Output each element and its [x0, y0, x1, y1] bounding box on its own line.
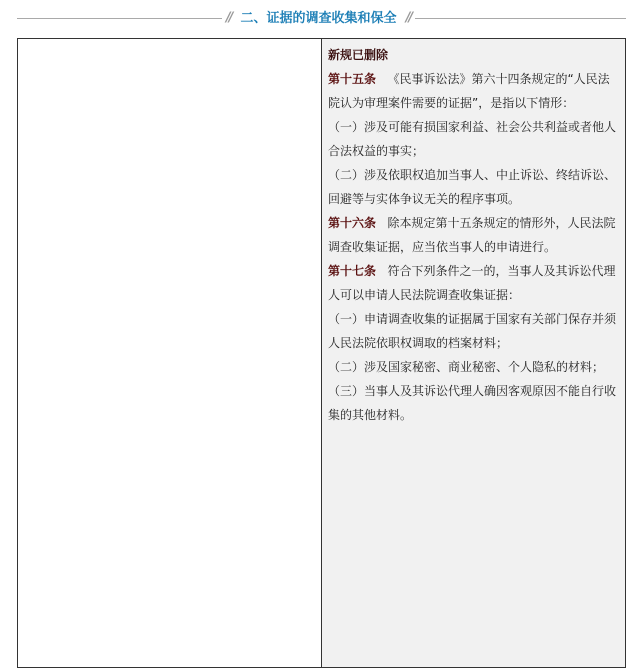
clause-paragraph — [328, 379, 620, 427]
clause-text: （一）涉及可能有损国家利益、社会公共利益或者他人合法权益的事实； — [328, 120, 617, 158]
clause-text: （一）申请调查收集的证据属于国家有关部门保存并须人民法院依职权调取的档案材料； — [328, 312, 617, 350]
section-title: 二、证据的调查收集和保全 — [240, 10, 397, 26]
clause-paragraph — [328, 115, 620, 163]
slash-decoration-right: // — [405, 10, 412, 26]
clause-paragraph — [328, 355, 620, 379]
comparison-table — [17, 38, 626, 668]
clause-text: （三）当事人及其诉讼代理人确因客观原因不能自行收集的其他材料。 — [328, 384, 617, 422]
clause-paragraph — [328, 307, 620, 355]
article-number: 第十七条 — [328, 264, 377, 278]
article-text: 除本规定第十五条规定的情形外，人民法院调查收集证据，应当依当事人的申请进行。 — [328, 216, 616, 254]
old-text-cell — [18, 39, 322, 667]
article-text: 符合下列条件之一的，当事人及其诉讼代理人可以申请人民法院调查收集证据： — [328, 264, 616, 302]
slash-decoration-left: // — [225, 10, 232, 26]
clause-paragraph — [328, 163, 620, 211]
deleted-status: 新规已删除 — [328, 48, 389, 62]
article-paragraph — [328, 67, 620, 115]
clause-text: （二）涉及依职权追加当事人、中止诉讼、终结诉讼、回避等与实体争议无关的程序事项。 — [328, 168, 617, 206]
article-text: 《民事诉讼法》第六十四条规定的“人民法院认为审理案件需要的证据”，是指以下情形： — [328, 72, 610, 110]
article-paragraph — [328, 211, 620, 259]
clause-text: （二）涉及国家秘密、商业秘密、个人隐私的材料； — [328, 360, 605, 374]
article-number: 第十六条 — [328, 216, 377, 230]
new-text-cell — [322, 39, 625, 667]
article-paragraph — [328, 259, 620, 307]
section-header — [0, 0, 637, 36]
article-number: 第十五条 — [328, 72, 377, 86]
